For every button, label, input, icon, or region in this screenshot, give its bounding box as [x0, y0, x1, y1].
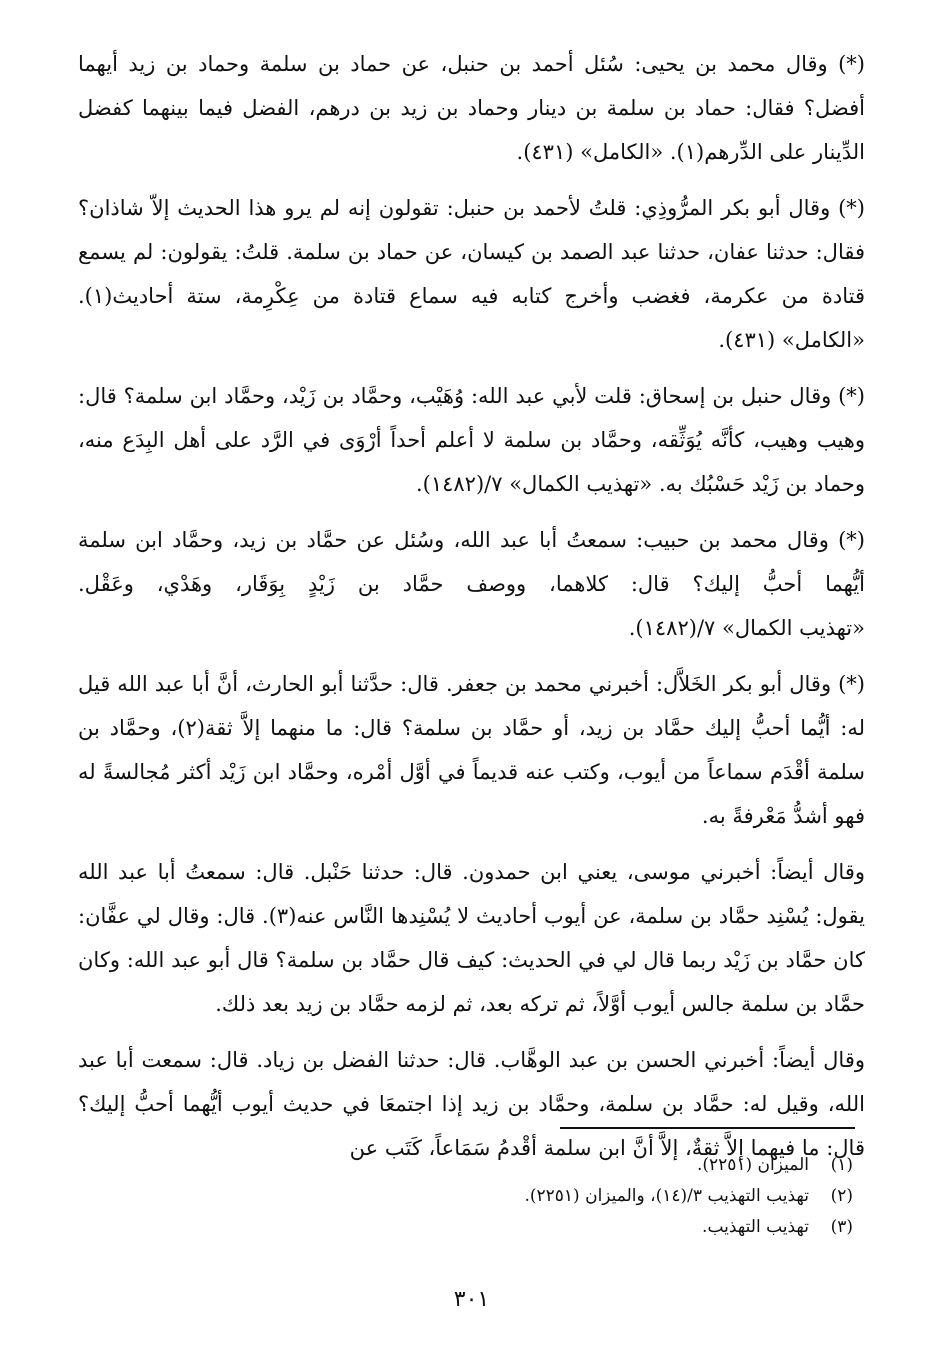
footnotes [90, 1150, 853, 1243]
paragraph-text: (*) وقال حنبل بن إسحاق: قلت لأبي عبد الله: وُهَيْب، وحمَّاد بن زَيْد، وحمَّاد ابن سلمة؟ قال: وهيب وهيب، كأنَّه يُوَثِّقه، وحمَّاد بن سلمة لا أعلم أحداً أرْوَى في الرَّد على أهل البِدَع منه، وحماد بن زَيْد حَسْبُك به. [78, 384, 865, 496]
source-reference: «الكامل» (٤٣١). [718, 328, 865, 352]
paragraph-text: وقال أيضاً: أخبرني الحسن بن عبد الوهَّاب. قال: حدثنا الفضل بن زياد. قال: سمعت أبا عبد الله، وقيل له: حمَّاد بن سلمة، وحمَّاد بن زيد إذا اجتمعَا في حديث أيوب أيُّهما أحبُّ إليك؟ قال: ما فيهما إلاَّ ثقةٌ، إلاَّ أنَّ ابن سلمة أقْدمُ سَمَاعاً، كَتَب عن [78, 1048, 865, 1160]
page-number: ٣٠١ [453, 1287, 490, 1312]
footnote-text: تهذيب التهذيب ٣/(١٤)، والميزان (٢٢٥١). [524, 1186, 809, 1206]
footnote-number: (١) [830, 1155, 853, 1175]
footnote-1 [90, 1150, 853, 1181]
paragraph-text: (*) وقال أبو بكر المرُّوذِي: قلتُ لأحمد بن حنبل: تقولون إنه لم يرو هذا الحديث إلاّ شاذان؟ فقال: حدثنا عفان، حدثنا عبد الصمد بن كيسان، عن حماد بن سلمة. قلتُ: يقولون: لم يسمع قتادة من عكرمة، فغضب وأخرج كتابه فيه سماع قتادة من عِكْرِمة، ستة أحاديث(١). [78, 196, 865, 308]
footnote-number: (٢) [830, 1186, 853, 1206]
paragraph-text: وقال أيضاً: أخبرني موسى، يعني ابن حمدون. قال: حدثنا حَنْبل. قال: سمعتُ أبا عبد الله يقول: يُسْنِد حمَّاد بن سلمة، عن أيوب أحاديث لا يُسْنِدها النَّاس عنه(٣). قال: وقال لي عفَّان: كان حمَّاد بن زَيْد ربما قال لي في الحديث: كيف قال حمَّاد بن سلمة؟ قال أبو عبد الله: وكان حمَّاد بن سلمة جالس أيوب أوَّلاً، ثم تركه بعد، ثم لزمه حمَّاد بن زيد بعد ذلك. [78, 860, 865, 1016]
paragraph-6 [78, 850, 865, 1026]
paragraph-4 [78, 518, 865, 650]
paragraph-text: (*) وقال محمد بن يحيى: سُئل أحمد بن حنبل، عن حماد بن سلمة وحماد بن زيد أيهما أفضل؟ فقال: حماد بن سلمة بن دينار وحماد بن زيد بن درهم، الفضل فيما بينهما كفضل الدِّينار على الدِّرهم(١). [78, 52, 865, 164]
footnote-3 [90, 1212, 853, 1243]
source-reference: «تهذيب الكمال» ٧/(١٤٨٢). [628, 616, 865, 640]
source-reference: «تهذيب الكمال» ٧/(١٤٨٢). [415, 472, 653, 496]
footnote-2 [90, 1181, 853, 1212]
paragraph-2 [78, 186, 865, 362]
paragraph-text: (*) وقال محمد بن حبيب: سمعتُ أبا عبد الله، وسُئل عن حمَّاد بن زيد، وحمَّاد ابن سلمة أيُّهما أحبُّ إليك؟ قال: كلاهما، ووصف حمَّاد بن زَيْدٍ بِوَقَار، وهَدْي، وعَقْل. [78, 528, 865, 596]
footnote-text: الميزان (٢٢٥١). [696, 1155, 809, 1175]
footnote-separator [560, 1127, 855, 1129]
footnote-text: تهذيب التهذيب. [702, 1217, 809, 1237]
paragraph-text: (*) وقال أبو بكر الخَلاَّل: أخبرني محمد بن جعفر. قال: حدَّثنا أبو الحارث، أنَّ أبا عبد الله قيل له: أيُّما أحبُّ إليك حمَّاد بن زيد، أو حمَّاد بن سلمة؟ قال: ما منهما إلاَّ ثقة(٢)، وحمَّاد بن سلمة أقْدَم سماعاً من أيوب، وكتب عنه قديماً في أوَّل أمْره، وحمَّاد ابن زَيْد أكثر مُجالسةً له فهو أشدُّ مَعْرفةً به. [78, 672, 865, 828]
paragraph-1 [78, 42, 865, 174]
paragraph-3 [78, 374, 865, 506]
footnote-number: (٣) [830, 1217, 853, 1237]
main-text [78, 42, 865, 1170]
source-reference: «الكامل» (٤٣١). [516, 140, 664, 164]
paragraph-5 [78, 662, 865, 838]
